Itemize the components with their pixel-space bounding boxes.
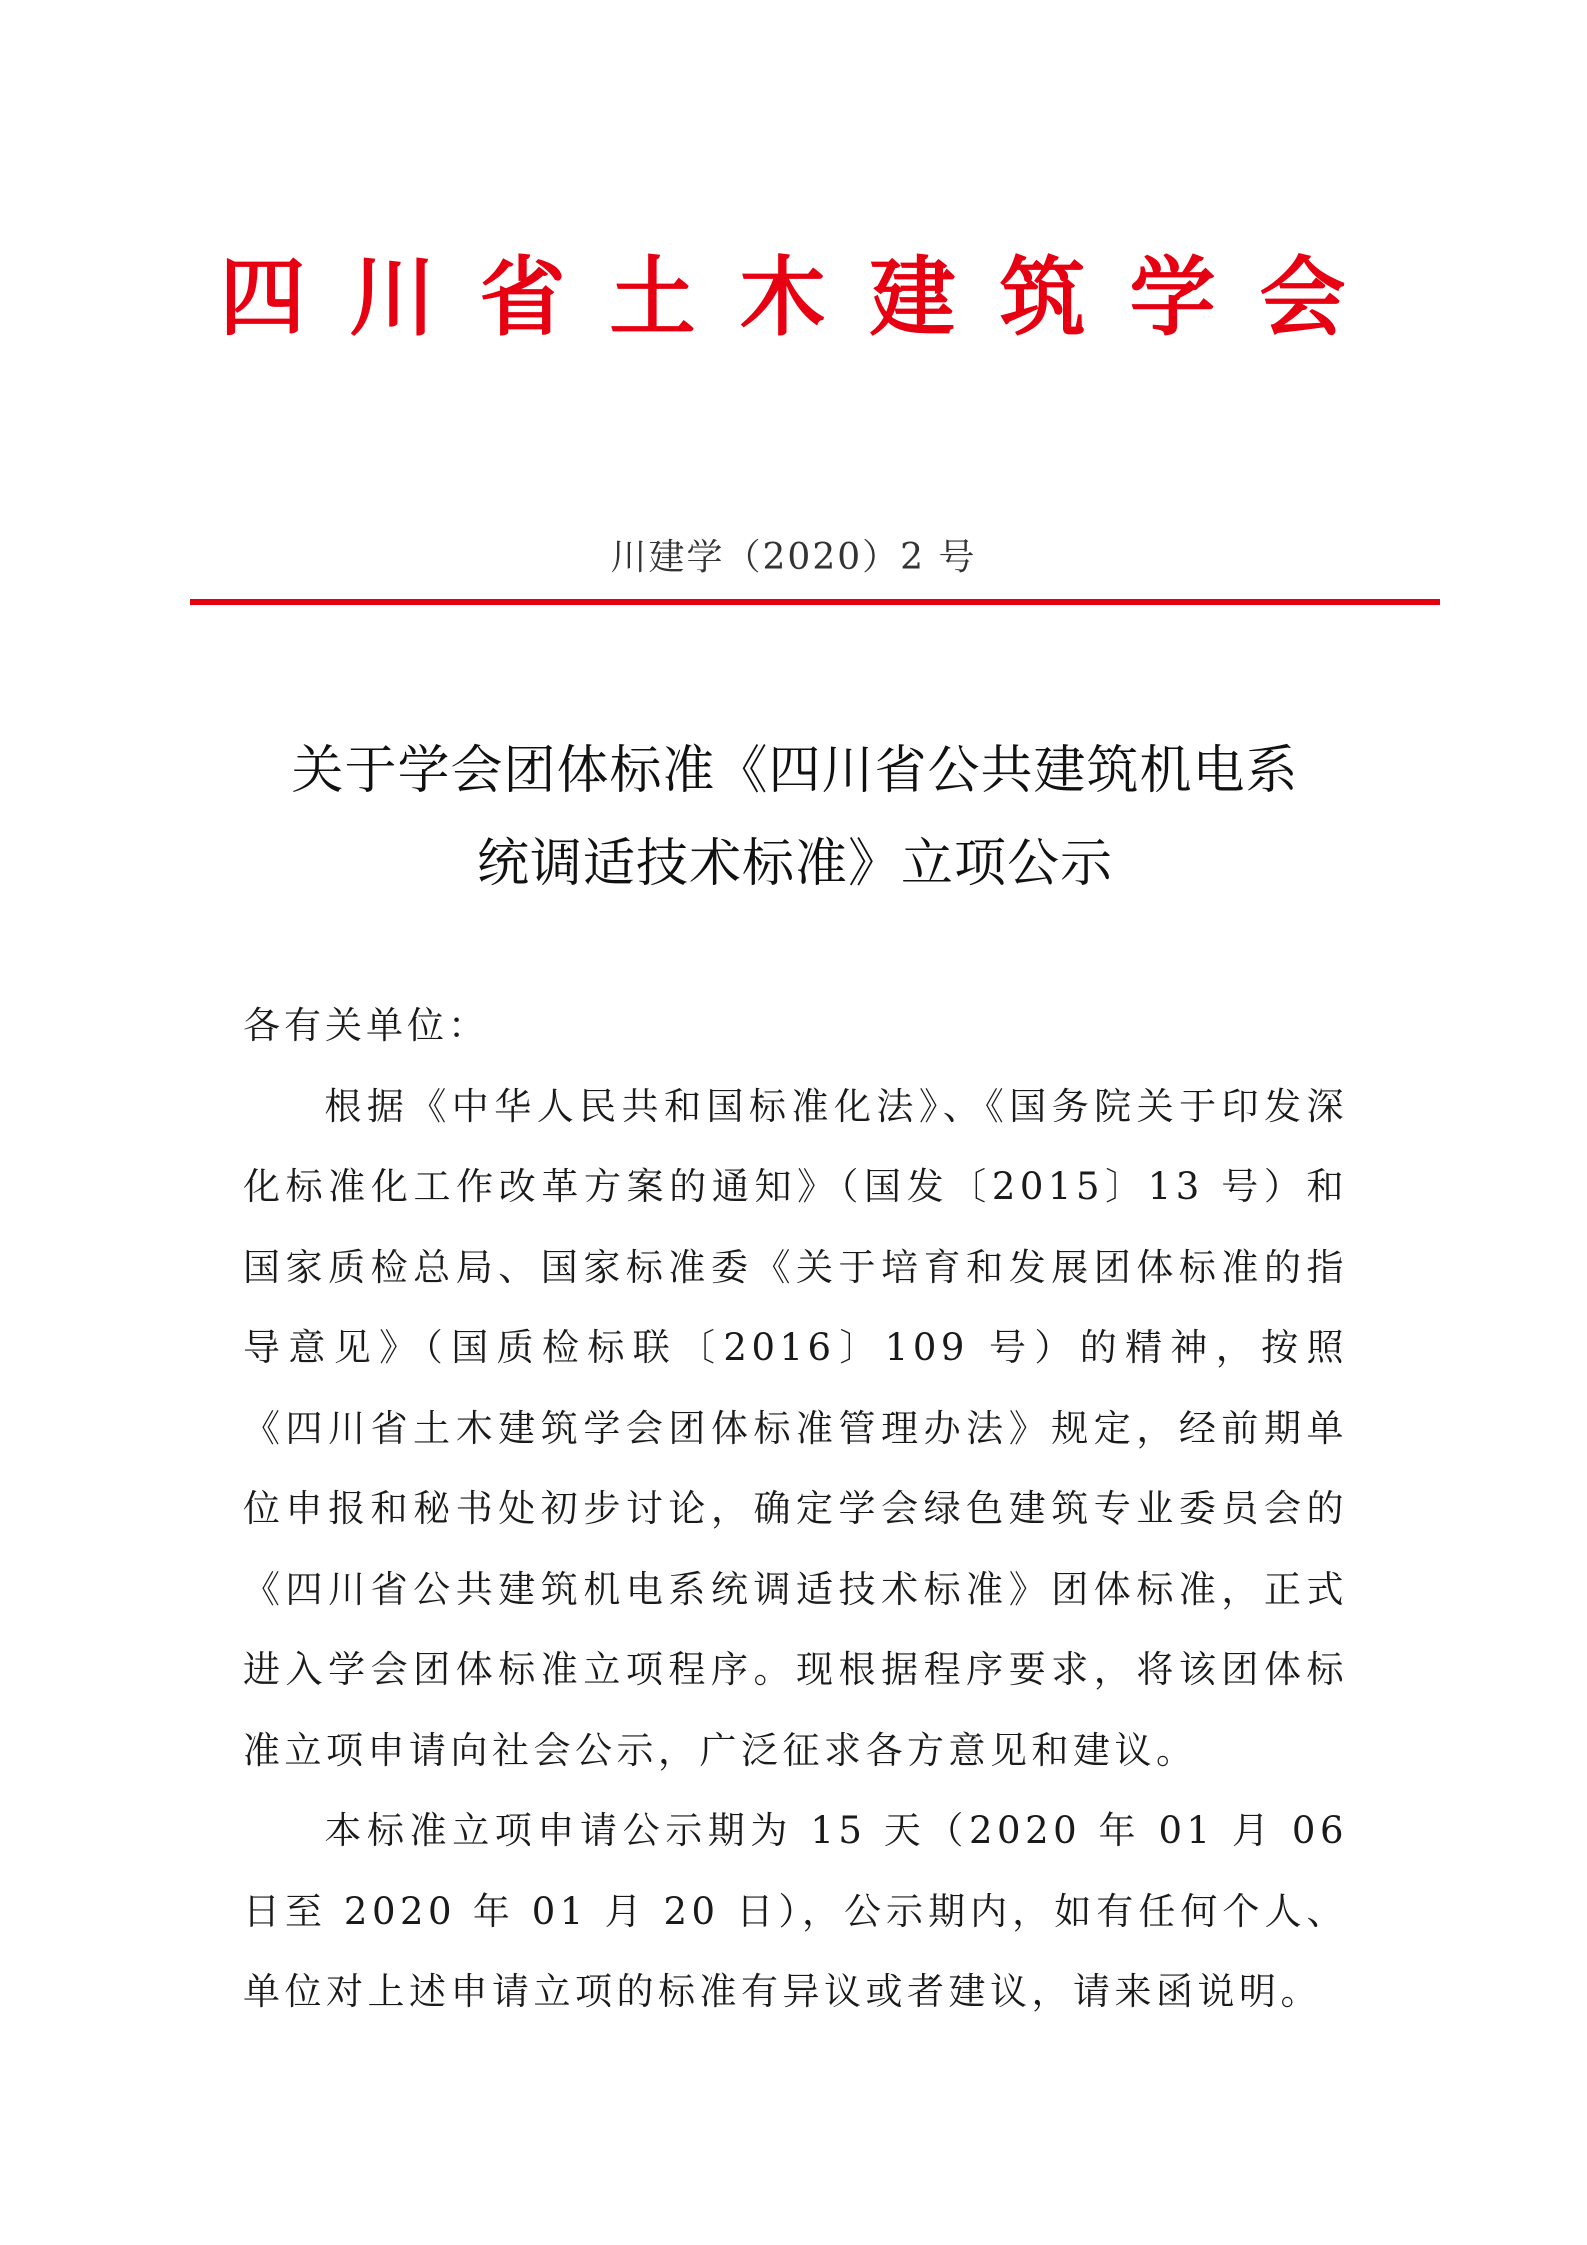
body-paragraph-2: 本标准立项申请公示期为 15 天（2020 年 01 月 06 日至 2020 年 01 月 20 日），公示期内，如有任何个人、单位对上述申请立项的标准有异议或者建议，请来函说明。: [243, 1809, 1348, 2013]
salutation: 各有关单位：: [243, 1004, 489, 1047]
body-paragraph-1: 根据《中华人民共和国标准化法》、《国务院关于印发深化标准化工作改革方案的通知》（国发〔2015〕13 号）和国家质检总局、国家标准委《关于培育和发展团体标准的指导意见》（国质检标联〔2016〕109 号）的精神，按照《四川省土木建筑学会团体标准管理办法》规定，经前期单位申报和秘书处初步讨论，确定学会绿色建筑专业委员会的《四川省公共建筑机电系统调适技术标准》团体标准，正式进入学会团体标准立项程序。现根据程序要求，将该团体标准立项申请向社会公示，广泛征求各方意见和建议。: [243, 1084, 1348, 1772]
red-divider-line: [190, 599, 1440, 605]
document-number: 川建学（2020）2 号: [610, 537, 977, 578]
notice-title-line-2: 统调适技术标准》立项公示: [476, 834, 1113, 894]
organization-title: 四川省土木建筑学会: [219, 248, 1390, 348]
notice-title: [220, 725, 1370, 911]
notice-title-line-1: 关于学会团体标准《四川省公共建筑机电系: [291, 741, 1299, 801]
notice-body: [243, 986, 1348, 2033]
